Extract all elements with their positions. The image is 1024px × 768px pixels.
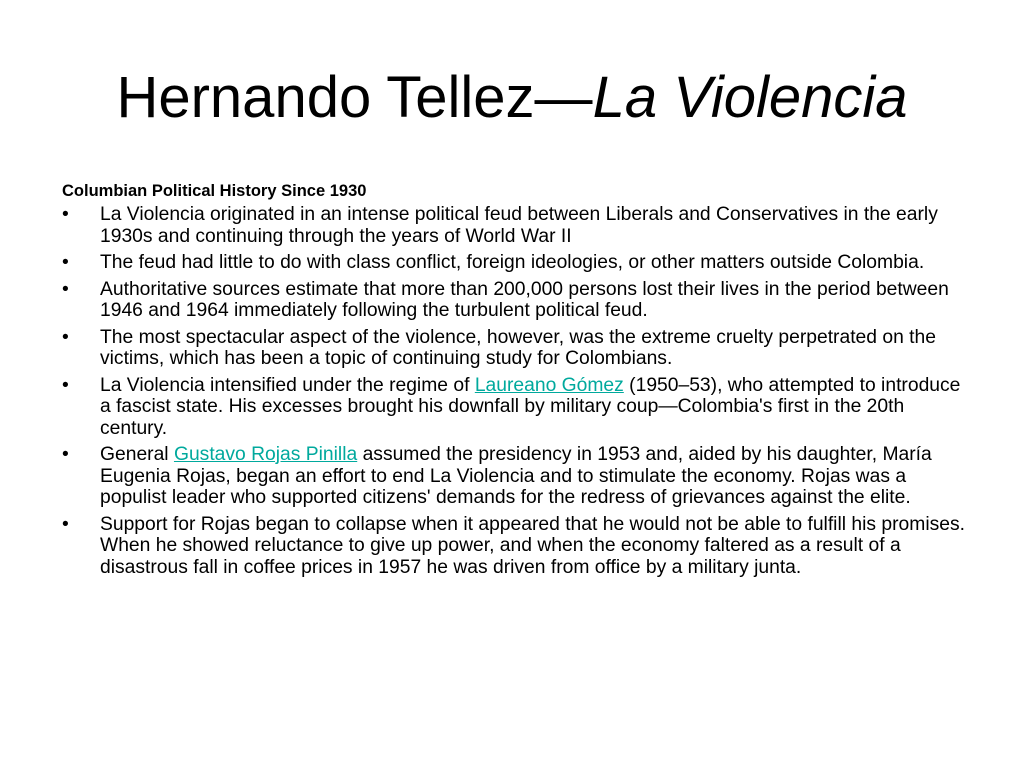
bullet-dot: • (62, 444, 69, 465)
bullet-text: The feud had little to do with class conflict, foreign ideologies, or other matters outside Colombia. (100, 252, 925, 273)
bullet-item-2 (62, 252, 972, 274)
bullet-text: The most spectacular aspect of the violence, however, was the extreme cruelty perpetrated on the victims, which has been a topic of continuing study for Colombians. (100, 326, 936, 369)
slide-title (0, 62, 1024, 134)
bullet-dot: • (62, 278, 69, 300)
section-subtitle: Columbian Political History Since 1930 (62, 182, 367, 200)
bullet-dot: • (62, 374, 69, 396)
bullet-text: La Violencia originated in an intense political feud between Liberals and Conservatives in the early 1930s and continuing through the years of World War II (100, 204, 938, 247)
slide-content (62, 180, 972, 583)
bullet-dot: • (62, 204, 69, 225)
laureano-gomez-link[interactable]: Laureano Gómez (474, 374, 624, 396)
bullet-item-5 (62, 375, 972, 440)
bullet-text: Support for Rojas began to collapse when it appeared that he would not be able to fulfill his promises. When he showed reluctance to give up power, and when the economy faltered as a result of a disastrous fall in coffee prices in 1957 he was driven from office by a military junta. (100, 513, 965, 578)
bullet-text-before: General (100, 444, 174, 465)
bullet-text-after: assumed the presidency in 1953 and, aided by his daughter, María Eugenia Rojas, began an effort to end La Violencia and to stimulate the economy. Rojas was a populist leader who supported citizens' demands for the redress of grievances against the elite. (100, 444, 932, 508)
title-main: Hernando Tellez— (116, 65, 593, 130)
bullet-dot: • (62, 252, 69, 273)
bullet-dot: • (62, 513, 69, 535)
gustavo-rojas-pinilla-link[interactable]: Gustavo Rojas Pinilla (173, 444, 358, 465)
bullet-dot: • (62, 326, 69, 348)
bullet-item-4 (62, 327, 972, 370)
bullet-item-1 (62, 204, 972, 247)
bullet-item-6 (62, 444, 972, 509)
bullet-text-before: La Violencia intensified under the regime of (100, 374, 475, 396)
bullet-text-after: (1950–53), who attempted to introduce a fascist state. His excesses brought his downfall by military coup—Colombia's first in the 20th century. (100, 374, 961, 439)
bullet-list (62, 204, 972, 578)
bullet-item-3 (62, 279, 972, 322)
bullet-text: Authoritative sources estimate that more than 200,000 persons lost their lives in the period between 1946 and 1964 immediately following the turbulent political feud. (100, 278, 949, 321)
bullet-item-7 (62, 514, 972, 579)
title-italic: La Violencia (592, 65, 908, 130)
